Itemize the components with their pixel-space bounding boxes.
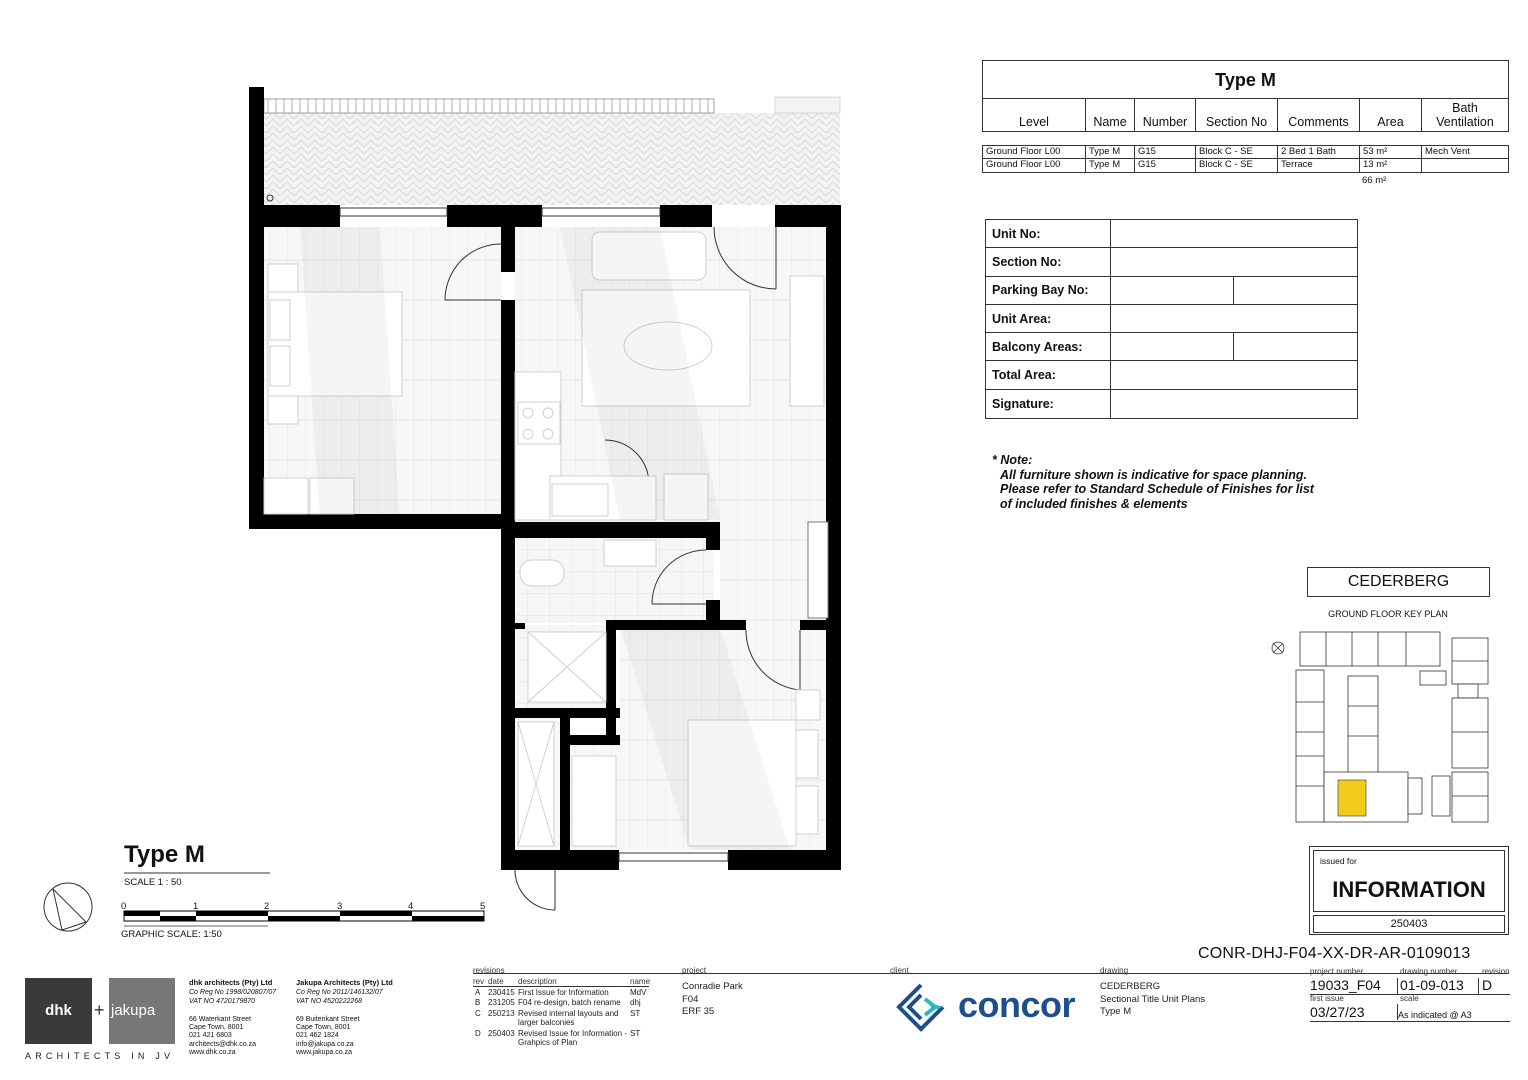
client-name: concor xyxy=(958,984,1076,1025)
table-cell: Terrace xyxy=(1278,159,1360,172)
jakupa-logo-text: jakupa xyxy=(111,1002,156,1019)
note-line: Please refer to Standard Schedule of Finishes for list xyxy=(1000,482,1314,496)
rev-col-header: name xyxy=(630,977,651,986)
table-row xyxy=(982,145,1509,159)
note-line: of included finishes & elements xyxy=(1000,496,1188,511)
drawing-label: drawing xyxy=(1100,966,1129,975)
balcony-areas-field[interactable] xyxy=(1111,333,1357,360)
table-cell: 2 Bed 1 Bath xyxy=(1278,146,1360,158)
project-name: Conradie Park xyxy=(682,981,743,992)
plan-scale: SCALE 1 : 50 xyxy=(124,877,182,888)
concor-logo-icon xyxy=(891,981,955,1033)
schedule-total: 66 m² xyxy=(1362,175,1387,186)
project-number: 19033_F04 xyxy=(1310,977,1381,993)
table-cell: Block C - SE xyxy=(1196,159,1278,172)
drawing-block: CEDERBERG xyxy=(1100,981,1161,992)
address-line: www.jakupa.co.za xyxy=(296,1048,353,1056)
total-area-field[interactable] xyxy=(1111,361,1357,388)
project-phase: F04 xyxy=(682,993,699,1005)
rev-code: D xyxy=(475,1029,481,1038)
project-label: project xyxy=(682,966,707,975)
address-line: 69 Buitenkant Street xyxy=(296,1016,360,1023)
unit-no-field[interactable] xyxy=(1111,220,1357,247)
key-plan-title: GROUND FLOOR KEY PLAN xyxy=(1328,609,1448,619)
unit-highlight xyxy=(1338,780,1366,816)
logo-plus: + xyxy=(94,1000,105,1020)
meta-label: drawing number xyxy=(1400,967,1458,976)
meta-label: revision xyxy=(1482,967,1510,976)
issue-status: INFORMATION xyxy=(1332,877,1486,902)
rev-date: 250403 xyxy=(488,1029,515,1038)
signature-field[interactable] xyxy=(1111,390,1357,418)
meta-label: scale xyxy=(1400,994,1419,1003)
drawing-scale: As indicated @ A3 xyxy=(1398,1010,1472,1020)
scale-tick: 3 xyxy=(337,901,343,912)
drawing-details xyxy=(1100,981,1205,1019)
table-cell xyxy=(1422,159,1508,172)
scale-tick: 1 xyxy=(193,901,199,912)
scale-tick: 0 xyxy=(121,901,127,912)
scale-tick: 4 xyxy=(408,901,414,912)
rev-date: 250213 xyxy=(488,1009,515,1018)
unit-area-field[interactable] xyxy=(1111,305,1357,332)
company-name: Jakupa Architects (Pty) Ltd xyxy=(296,978,393,987)
rev-desc: larger balconies xyxy=(518,1018,575,1027)
schedule-header-cell: Name xyxy=(1086,99,1135,131)
schedule-header-cell: Number xyxy=(1135,99,1196,131)
form-label: Unit No: xyxy=(986,220,1111,247)
table-cell: 53 m² xyxy=(1360,146,1422,158)
terrace xyxy=(264,113,840,205)
schedule-body xyxy=(982,145,1509,173)
area-schedule xyxy=(982,60,1509,132)
north-arrow-icon xyxy=(1272,642,1284,654)
dhk-details xyxy=(189,978,289,1057)
table-cell: G15 xyxy=(1135,146,1196,158)
rev-col-header: date xyxy=(488,977,504,986)
rev-date: 231205 xyxy=(488,998,515,1007)
address-line: info@jakupa.co.za xyxy=(296,1040,354,1048)
rev-name: dhj xyxy=(630,998,641,1007)
note-line: All furniture shown is indicative for space planning. xyxy=(1000,467,1307,482)
project-details xyxy=(682,981,743,1019)
furniture-note xyxy=(992,453,1314,511)
dhk-logo-text: dhk xyxy=(25,978,92,1044)
form-label: Balcony Areas: xyxy=(986,333,1111,360)
schedule-header-cell: Level xyxy=(983,99,1086,131)
parking-bay-field[interactable] xyxy=(1111,277,1357,304)
schedule-header xyxy=(983,99,1508,131)
rev-name: ST xyxy=(630,1029,641,1038)
schedule-header-cell: Bath Ventilation xyxy=(1436,101,1494,129)
rev-code: B xyxy=(475,998,481,1007)
rev-date: 230415 xyxy=(488,988,515,997)
schedule-header-cell: Area xyxy=(1360,99,1422,131)
graphic-scale-bar xyxy=(124,911,484,921)
address-line: Cape Town, 8001 xyxy=(189,1024,244,1032)
architects-tagline: ARCHITECTS IN JV xyxy=(25,1051,175,1061)
rev-desc: First Issue for Information xyxy=(518,988,609,997)
rev-col-header: rev xyxy=(473,977,485,986)
company-vat: VAT NO 4720179870 xyxy=(189,998,256,1005)
address-line: architects@dhk.co.za xyxy=(189,1040,257,1048)
table-cell: G15 xyxy=(1135,159,1196,172)
drawing-type: Sectional Title Unit Plans xyxy=(1100,993,1206,1005)
company-reg: Co Reg No 1998/020807/07 xyxy=(189,989,277,996)
project-erf: ERF 35 xyxy=(682,1006,715,1017)
drawing-code: CONR-DHJ-F04-XX-DR-AR-0109013 xyxy=(1198,945,1471,962)
meta-label: first issue xyxy=(1310,994,1344,1003)
revisions-label: revisions xyxy=(473,966,505,975)
table-cell: Block C - SE xyxy=(1196,146,1278,158)
note-title: * Note: xyxy=(992,453,1033,467)
address-line: 021 462 1824 xyxy=(296,1032,339,1040)
rev-name: ST xyxy=(630,1009,641,1018)
jakupa-details xyxy=(296,978,406,1057)
address-line: Cape Town, 8001 xyxy=(296,1024,351,1032)
schedule-header-cell: Comments xyxy=(1278,99,1360,131)
rev-desc: Grahpics of Plan xyxy=(518,1038,578,1047)
block-name: CEDERBERG xyxy=(1307,567,1490,597)
table-cell: Ground Floor L00 xyxy=(983,146,1086,158)
schedule-title: Type M xyxy=(983,61,1508,99)
first-issue-date: 03/27/23 xyxy=(1310,1004,1365,1020)
balustrade xyxy=(264,99,714,113)
scale-tick: 5 xyxy=(480,901,486,912)
table-cell: 13 m² xyxy=(1360,159,1422,172)
client-label: client xyxy=(890,966,909,975)
graphic-scale-label: GRAPHIC SCALE: 1:50 xyxy=(121,929,222,940)
rev-desc: Revised internal layouts and xyxy=(518,1009,619,1018)
plan-title: Type M xyxy=(124,841,205,868)
scale-tick: 2 xyxy=(264,901,270,912)
issue-status-box xyxy=(1309,846,1509,935)
rev-col-header: description xyxy=(518,977,557,986)
form-label: Signature: xyxy=(986,390,1111,418)
address-line: www.dhk.co.za xyxy=(189,1048,236,1056)
north-arrow-icon xyxy=(44,883,92,931)
company-name: dhk architects (Pty) Ltd xyxy=(189,978,273,987)
schedule-header-cell: Section No xyxy=(1196,99,1278,131)
company-vat: VAT NO 4520222268 xyxy=(296,998,363,1005)
issue-date: 250403 xyxy=(1313,915,1505,933)
table-cell: Ground Floor L00 xyxy=(983,159,1086,172)
rev-code: C xyxy=(475,1009,481,1018)
architects-logo xyxy=(25,978,175,1044)
table-row xyxy=(982,159,1509,173)
rev-name: MdV xyxy=(630,988,647,997)
section-no-field[interactable] xyxy=(1111,248,1357,275)
table-cell: Type M xyxy=(1086,159,1135,172)
company-reg: Co Reg No 2011/146132/07 xyxy=(296,989,383,996)
form-label: Total Area: xyxy=(986,361,1111,388)
key-plan xyxy=(1266,626,1496,826)
address-line: 66 Waterkant Street xyxy=(189,1016,251,1023)
table-cell: Type M xyxy=(1086,146,1135,158)
revision-code: D xyxy=(1482,977,1493,993)
form-label: Section No: xyxy=(986,248,1111,275)
table-cell: Mech Vent xyxy=(1425,146,1470,157)
form-label: Unit Area: xyxy=(986,305,1111,332)
drawing-number: 01-09-013 xyxy=(1400,977,1464,993)
unit-info-form xyxy=(985,219,1358,419)
rev-code: A xyxy=(475,988,481,997)
issue-label: issued for xyxy=(1320,856,1357,866)
drawing-unit: Type M xyxy=(1100,1006,1132,1017)
rev-desc: Revised Issue for Information - xyxy=(518,1029,627,1038)
rev-desc: F04 re-design, batch rename xyxy=(518,998,621,1007)
meta-label: project number xyxy=(1310,967,1364,976)
address-line: 021 421 6803 xyxy=(189,1032,232,1040)
form-label: Parking Bay No: xyxy=(986,277,1111,304)
